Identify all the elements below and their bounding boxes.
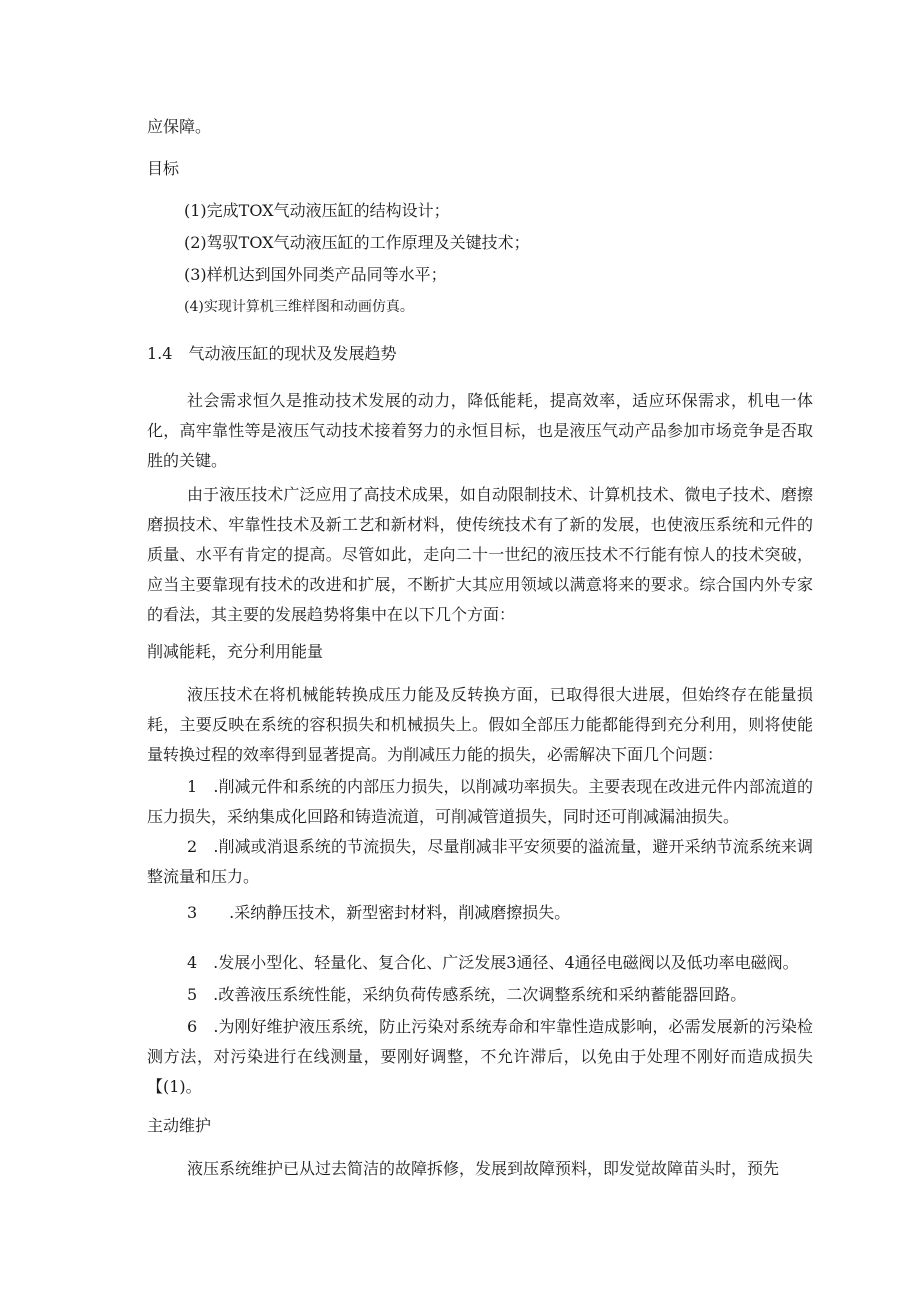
paragraph-3: 液压技术在将机械能转换成压力能及反转换方面，已取得很大进展，但始终存在能量损耗，主要反映在系统的容积损失和机械损失上。假如全部压力能都能得到充分利用，则将使能量转换过程的效率得到显著提高。为削减压力能的损失，必需解决下面几个问题： bbox=[147, 685, 813, 764]
goal-item-2: (2)驾驭TOX气动液压缸的工作原理及关键技术； bbox=[184, 233, 530, 252]
heading-maintenance: 主动维护 bbox=[147, 1116, 212, 1135]
list-item-3: 3 .采纳静压技术，新型密封材料，削减磨擦损失。 bbox=[187, 903, 571, 922]
list-item-6: 6 .为刚好维护液压系统，防止污染对系统寿命和牢靠性造成影响，必需发展新的污染检测方法，对污染进行在线测量，要刚好调整，不允许滞后，以免由于处理不刚好而造成损失【(1)。 bbox=[147, 1017, 813, 1096]
goal-item-4: (4)实现计算机三维样图和动画仿真。 bbox=[184, 299, 414, 315]
list-item-4: 4 .发展小型化、轻量化、复合化、广泛发展3通径、4通径电磁阀以及低功率电磁阀。 bbox=[187, 953, 799, 972]
goal-item-1: (1)完成TOX气动液压缸的结构设计； bbox=[184, 201, 450, 220]
section-title: 1.4 气动液压缸的现状及发展趋势 bbox=[147, 344, 397, 363]
text-line-continuation: 应保障。 bbox=[147, 117, 212, 136]
list-item-2: 2 .削减或消退系统的节流损失，尽量削减非平安须要的溢流量，避开采纳节流系统来调整流量和压力。 bbox=[147, 837, 813, 886]
list-item-5: 5 .改善液压系统性能，采纳负荷传感系统，二次调整系统和采纳蓄能器回路。 bbox=[187, 985, 747, 1004]
heading-energy: 削减能耗，充分利用能量 bbox=[147, 642, 324, 661]
paragraph-2: 由于液压技术广泛应用了高技术成果，如自动限制技术、计算机技术、微电子技术、磨擦磨损技术、牢靠性技术及新工艺和新材料，使传统技术有了新的发展，也使液压系统和元件的质量、水平有肯定的提高。尽管如此，走向二十一世纪的液压技术不行能有惊人的技术突破，应当主要靠现有技术的改进和扩展，不断扩大其应用领域以满意将来的要求。综合国内外专家的看法，其主要的发展趋势将集中在以下几个方面： bbox=[147, 485, 813, 624]
paragraph-4: 液压系统维护已从过去简洁的故障拆修，发展到故障预料，即发觉故障苗头时，预先 bbox=[187, 1159, 780, 1178]
heading-goals: 目标 bbox=[147, 159, 180, 178]
paragraph-1: 社会需求恒久是推动技术发展的动力，降低能耗，提高效率，适应环保需求，机电一体化，高牢靠性等是液压气动技术接着努力的永恒目标，也是液压气动产品参加市场竞争是否取胜的关键。 bbox=[147, 391, 813, 470]
list-item-1: 1 .削减元件和系统的内部压力损失，以削减功率损失。主要表现在改进元件内部流道的压力损失，采纳集成化回路和铸造流道，可削减管道损失，同时还可削减漏油损失。 bbox=[147, 777, 813, 826]
goal-item-3: (3)样机达到国外同类产品同等水平； bbox=[184, 265, 447, 284]
